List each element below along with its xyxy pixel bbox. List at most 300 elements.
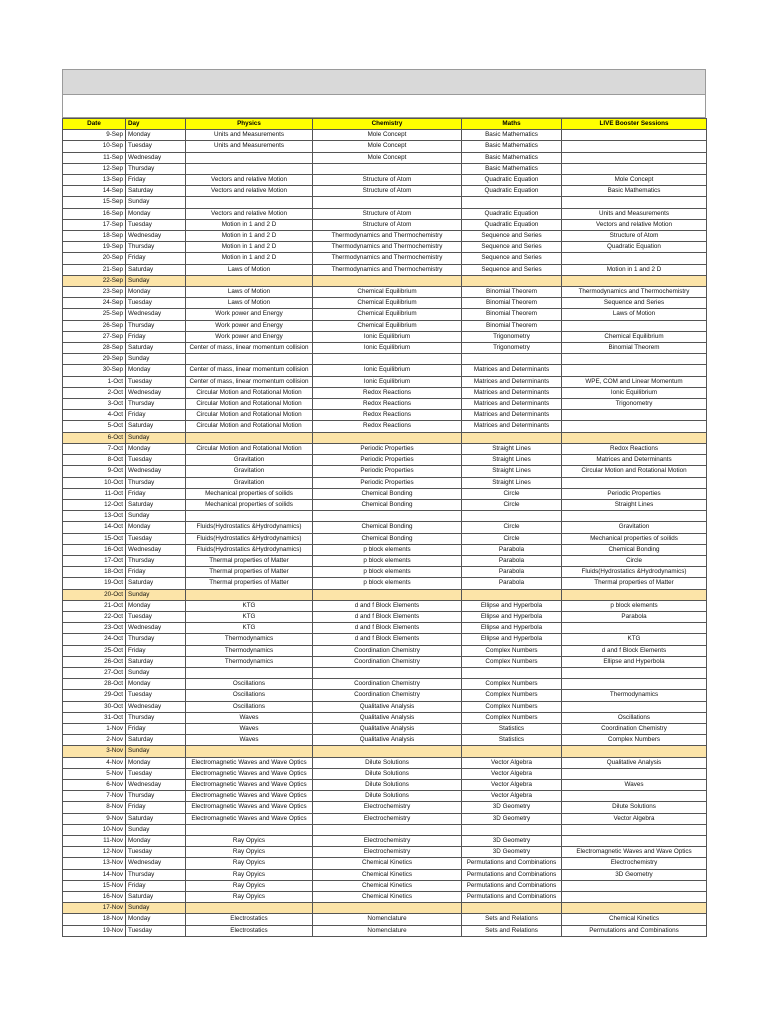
cell-day[interactable]: Friday <box>126 488 186 499</box>
cell-date[interactable]: 10-Oct <box>63 477 126 488</box>
cell-physics[interactable]: Motion in 1 and 2 D <box>186 231 313 242</box>
cell-date[interactable]: 24-Sep <box>63 298 126 309</box>
cell-physics[interactable]: KTG <box>186 623 313 634</box>
cell-chemistry[interactable]: Mole Concept <box>313 130 462 141</box>
cell-live-booster[interactable]: d and f Block Elements <box>562 645 707 656</box>
cell-physics[interactable]: Ray Opyics <box>186 892 313 903</box>
cell-day[interactable]: Friday <box>126 880 186 891</box>
cell-day[interactable]: Thursday <box>126 791 186 802</box>
cell-date[interactable]: 13-Nov <box>63 858 126 869</box>
cell-physics[interactable]: Laws of Motion <box>186 287 313 298</box>
cell-live-booster[interactable] <box>562 667 707 678</box>
cell-physics[interactable] <box>186 163 313 174</box>
cell-chemistry[interactable]: Dilute Solutions <box>313 768 462 779</box>
cell-maths[interactable]: Trigonometry <box>462 331 562 342</box>
cell-date[interactable]: 7-Nov <box>63 791 126 802</box>
cell-maths[interactable]: Parabola <box>462 544 562 555</box>
cell-chemistry[interactable]: Chemical Bonding <box>313 522 462 533</box>
cell-live-booster[interactable] <box>562 903 707 914</box>
cell-date[interactable]: 8-Oct <box>63 455 126 466</box>
cell-chemistry[interactable]: Chemical Equilibrium <box>313 298 462 309</box>
cell-maths[interactable]: 3D Geometry <box>462 847 562 858</box>
cell-physics[interactable]: Gravitation <box>186 466 313 477</box>
cell-maths[interactable]: Matrices and Determinants <box>462 365 562 376</box>
cell-date[interactable]: 26-Oct <box>63 656 126 667</box>
cell-date[interactable]: 15-Sep <box>63 197 126 208</box>
cell-live-booster[interactable]: Mechanical properties of soilids <box>562 533 707 544</box>
cell-day[interactable]: Tuesday <box>126 847 186 858</box>
cell-physics[interactable]: Vectors and relative Motion <box>186 175 313 186</box>
cell-physics[interactable]: Fluids(Hydrostatics &Hydrodynamics) <box>186 533 313 544</box>
cell-date[interactable]: 29-Oct <box>63 690 126 701</box>
cell-day[interactable]: Sunday <box>126 667 186 678</box>
cell-live-booster[interactable] <box>562 410 707 421</box>
cell-chemistry[interactable]: Ionic Equilibrium <box>313 343 462 354</box>
cell-physics[interactable] <box>186 152 313 163</box>
cell-maths[interactable]: Sequence and Series <box>462 253 562 264</box>
cell-maths[interactable]: Binomial Theorem <box>462 298 562 309</box>
cell-date[interactable]: 28-Oct <box>63 679 126 690</box>
cell-chemistry[interactable]: p block elements <box>313 578 462 589</box>
cell-date[interactable]: 2-Nov <box>63 735 126 746</box>
cell-date[interactable]: 9-Oct <box>63 466 126 477</box>
cell-chemistry[interactable]: Chemical Bonding <box>313 533 462 544</box>
header-live-booster[interactable]: LIVE Booster Sessions <box>562 119 707 130</box>
cell-day[interactable]: Monday <box>126 208 186 219</box>
cell-physics[interactable]: Circular Motion and Rotational Motion <box>186 443 313 454</box>
cell-date[interactable]: 23-Oct <box>63 623 126 634</box>
cell-live-booster[interactable] <box>562 701 707 712</box>
cell-day[interactable]: Wednesday <box>126 858 186 869</box>
cell-physics[interactable]: Oscillations <box>186 679 313 690</box>
cell-live-booster[interactable]: Basic Mathematics <box>562 186 707 197</box>
cell-date[interactable]: 14-Oct <box>63 522 126 533</box>
cell-physics[interactable] <box>186 275 313 286</box>
header-chemistry[interactable]: Chemistry <box>313 119 462 130</box>
cell-date[interactable]: 20-Sep <box>63 253 126 264</box>
cell-physics[interactable]: Laws of Motion <box>186 298 313 309</box>
cell-maths[interactable]: Binomial Theorem <box>462 287 562 298</box>
cell-chemistry[interactable]: Qualitative Analysis <box>313 701 462 712</box>
cell-day[interactable]: Friday <box>126 331 186 342</box>
cell-chemistry[interactable]: Dilute Solutions <box>313 791 462 802</box>
cell-day[interactable]: Tuesday <box>126 219 186 230</box>
cell-maths[interactable]: Permutations and Combinations <box>462 892 562 903</box>
cell-live-booster[interactable]: Oscillations <box>562 712 707 723</box>
cell-date[interactable]: 20-Oct <box>63 589 126 600</box>
cell-date[interactable]: 16-Sep <box>63 208 126 219</box>
cell-chemistry[interactable]: Chemical Kinetics <box>313 892 462 903</box>
cell-physics[interactable]: Electromagnetic Waves and Wave Optics <box>186 757 313 768</box>
cell-day[interactable]: Monday <box>126 287 186 298</box>
cell-day[interactable]: Wednesday <box>126 152 186 163</box>
cell-live-booster[interactable]: Chemical Kinetics <box>562 914 707 925</box>
cell-live-booster[interactable]: Vectors and relative Motion <box>562 219 707 230</box>
cell-date[interactable]: 1-Nov <box>63 723 126 734</box>
cell-maths[interactable]: Vector Algebra <box>462 768 562 779</box>
header-physics[interactable]: Physics <box>186 119 313 130</box>
cell-day[interactable]: Wednesday <box>126 544 186 555</box>
cell-physics[interactable]: KTG <box>186 600 313 611</box>
cell-date[interactable]: 1-Oct <box>63 376 126 387</box>
cell-date[interactable]: 13-Sep <box>63 175 126 186</box>
cell-maths[interactable] <box>462 824 562 835</box>
cell-day[interactable]: Wednesday <box>126 466 186 477</box>
cell-physics[interactable]: KTG <box>186 611 313 622</box>
cell-date[interactable]: 22-Oct <box>63 611 126 622</box>
cell-day[interactable]: Monday <box>126 914 186 925</box>
cell-day[interactable]: Friday <box>126 645 186 656</box>
cell-live-booster[interactable] <box>562 746 707 757</box>
cell-chemistry[interactable]: Redox Reactions <box>313 387 462 398</box>
cell-date[interactable]: 26-Sep <box>63 320 126 331</box>
cell-maths[interactable]: 3D Geometry <box>462 836 562 847</box>
cell-live-booster[interactable] <box>562 354 707 365</box>
cell-chemistry[interactable]: d and f Block Elements <box>313 600 462 611</box>
cell-maths[interactable]: Matrices and Determinants <box>462 421 562 432</box>
cell-date[interactable]: 12-Sep <box>63 163 126 174</box>
cell-live-booster[interactable] <box>562 589 707 600</box>
cell-maths[interactable]: Complex Numbers <box>462 690 562 701</box>
cell-maths[interactable]: Quadratic Equation <box>462 208 562 219</box>
header-maths[interactable]: Maths <box>462 119 562 130</box>
cell-chemistry[interactable] <box>313 589 462 600</box>
cell-live-booster[interactable]: Redox Reactions <box>562 443 707 454</box>
cell-chemistry[interactable]: Structure of Atom <box>313 186 462 197</box>
cell-date[interactable]: 9-Nov <box>63 813 126 824</box>
cell-day[interactable]: Wednesday <box>126 309 186 320</box>
cell-physics[interactable]: Oscillations <box>186 701 313 712</box>
cell-live-booster[interactable] <box>562 511 707 522</box>
cell-live-booster[interactable]: p block elements <box>562 600 707 611</box>
cell-maths[interactable]: Sets and Relations <box>462 914 562 925</box>
cell-live-booster[interactable] <box>562 880 707 891</box>
cell-live-booster[interactable] <box>562 679 707 690</box>
cell-day[interactable]: Saturday <box>126 735 186 746</box>
cell-live-booster[interactable] <box>562 477 707 488</box>
cell-maths[interactable]: Parabola <box>462 555 562 566</box>
cell-live-booster[interactable]: Sequence and Series <box>562 298 707 309</box>
cell-physics[interactable]: Oscillations <box>186 690 313 701</box>
cell-live-booster[interactable] <box>562 836 707 847</box>
cell-maths[interactable] <box>462 746 562 757</box>
cell-day[interactable]: Tuesday <box>126 925 186 936</box>
cell-chemistry[interactable]: Redox Reactions <box>313 410 462 421</box>
cell-physics[interactable]: Electromagnetic Waves and Wave Optics <box>186 791 313 802</box>
cell-chemistry[interactable]: Periodic Properties <box>313 443 462 454</box>
cell-day[interactable]: Wednesday <box>126 623 186 634</box>
cell-maths[interactable] <box>462 511 562 522</box>
cell-live-booster[interactable]: Ionic Equilibrium <box>562 387 707 398</box>
cell-chemistry[interactable]: Electrochemistry <box>313 813 462 824</box>
cell-physics[interactable]: Center of mass, linear momentum collision <box>186 343 313 354</box>
cell-maths[interactable]: Straight Lines <box>462 443 562 454</box>
cell-chemistry[interactable]: Periodic Properties <box>313 455 462 466</box>
cell-live-booster[interactable]: Binomial Theorem <box>562 343 707 354</box>
cell-day[interactable]: Tuesday <box>126 533 186 544</box>
cell-day[interactable]: Thursday <box>126 634 186 645</box>
cell-maths[interactable]: Vector Algebra <box>462 757 562 768</box>
cell-day[interactable]: Tuesday <box>126 455 186 466</box>
cell-chemistry[interactable]: Redox Reactions <box>313 421 462 432</box>
cell-maths[interactable] <box>462 197 562 208</box>
cell-date[interactable]: 14-Nov <box>63 869 126 880</box>
cell-maths[interactable]: Ellipse and Hyperbola <box>462 600 562 611</box>
cell-day[interactable]: Monday <box>126 600 186 611</box>
cell-live-booster[interactable]: Periodic Properties <box>562 488 707 499</box>
cell-live-booster[interactable]: Quadratic Equation <box>562 242 707 253</box>
cell-maths[interactable]: Matrices and Determinants <box>462 376 562 387</box>
cell-chemistry[interactable]: Chemical Kinetics <box>313 869 462 880</box>
cell-physics[interactable]: Mechanical properties of soilids <box>186 499 313 510</box>
cell-physics[interactable]: Thermal properties of Matter <box>186 555 313 566</box>
cell-physics[interactable]: Work power and Energy <box>186 309 313 320</box>
cell-maths[interactable]: Basic Mathematics <box>462 163 562 174</box>
cell-date[interactable]: 14-Sep <box>63 186 126 197</box>
cell-maths[interactable] <box>462 667 562 678</box>
cell-day[interactable]: Sunday <box>126 275 186 286</box>
cell-live-booster[interactable]: Gravitation <box>562 522 707 533</box>
cell-maths[interactable]: 3D Geometry <box>462 802 562 813</box>
cell-day[interactable]: Tuesday <box>126 141 186 152</box>
cell-physics[interactable]: Electromagnetic Waves and Wave Optics <box>186 779 313 790</box>
cell-day[interactable]: Thursday <box>126 555 186 566</box>
cell-maths[interactable]: Straight Lines <box>462 466 562 477</box>
cell-date[interactable]: 12-Nov <box>63 847 126 858</box>
cell-live-booster[interactable]: Coordination Chemistry <box>562 723 707 734</box>
cell-day[interactable]: Saturday <box>126 499 186 510</box>
cell-live-booster[interactable] <box>562 163 707 174</box>
cell-date[interactable]: 7-Oct <box>63 443 126 454</box>
cell-live-booster[interactable]: Circular Motion and Rotational Motion <box>562 466 707 477</box>
cell-maths[interactable]: Ellipse and Hyperbola <box>462 623 562 634</box>
cell-chemistry[interactable]: Mole Concept <box>313 152 462 163</box>
cell-maths[interactable]: Permutations and Combinations <box>462 869 562 880</box>
cell-chemistry[interactable] <box>313 197 462 208</box>
cell-physics[interactable]: Vectors and relative Motion <box>186 208 313 219</box>
cell-day[interactable]: Sunday <box>126 824 186 835</box>
cell-physics[interactable]: Electromagnetic Waves and Wave Optics <box>186 813 313 824</box>
cell-live-booster[interactable] <box>562 791 707 802</box>
cell-date[interactable]: 9-Sep <box>63 130 126 141</box>
cell-physics[interactable]: Units and Measurements <box>186 141 313 152</box>
cell-live-booster[interactable]: Thermodynamics <box>562 690 707 701</box>
cell-day[interactable]: Wednesday <box>126 701 186 712</box>
cell-live-booster[interactable] <box>562 197 707 208</box>
cell-chemistry[interactable]: d and f Block Elements <box>313 634 462 645</box>
cell-date[interactable]: 29-Sep <box>63 354 126 365</box>
cell-chemistry[interactable]: Electrochemistry <box>313 836 462 847</box>
cell-physics[interactable] <box>186 667 313 678</box>
cell-maths[interactable]: Basic Mathematics <box>462 130 562 141</box>
cell-physics[interactable]: Electrostatics <box>186 925 313 936</box>
cell-day[interactable]: Friday <box>126 253 186 264</box>
cell-physics[interactable] <box>186 432 313 443</box>
cell-date[interactable]: 31-Oct <box>63 712 126 723</box>
cell-day[interactable]: Friday <box>126 410 186 421</box>
cell-chemistry[interactable]: p block elements <box>313 544 462 555</box>
cell-maths[interactable]: Quadratic Equation <box>462 175 562 186</box>
cell-chemistry[interactable]: Qualitative Analysis <box>313 723 462 734</box>
cell-physics[interactable]: Fluids(Hydrostatics &Hydrodynamics) <box>186 544 313 555</box>
cell-day[interactable]: Sunday <box>126 903 186 914</box>
cell-day[interactable]: Saturday <box>126 421 186 432</box>
cell-day[interactable]: Thursday <box>126 163 186 174</box>
cell-maths[interactable]: Vector Algebra <box>462 779 562 790</box>
cell-chemistry[interactable]: Dilute Solutions <box>313 779 462 790</box>
cell-live-booster[interactable]: Permutations and Combinations <box>562 925 707 936</box>
cell-day[interactable]: Sunday <box>126 432 186 443</box>
cell-day[interactable]: Monday <box>126 836 186 847</box>
cell-physics[interactable]: Thermodynamics <box>186 634 313 645</box>
cell-live-booster[interactable]: 3D Geometry <box>562 869 707 880</box>
cell-maths[interactable]: Parabola <box>462 578 562 589</box>
cell-chemistry[interactable]: Thermodynamics and Thermochemistry <box>313 264 462 275</box>
cell-maths[interactable] <box>462 432 562 443</box>
cell-date[interactable]: 3-Oct <box>63 399 126 410</box>
cell-live-booster[interactable]: Structure of Atom <box>562 231 707 242</box>
cell-physics[interactable]: Waves <box>186 712 313 723</box>
cell-day[interactable]: Friday <box>126 802 186 813</box>
cell-maths[interactable]: Quadratic Equation <box>462 186 562 197</box>
cell-chemistry[interactable] <box>313 432 462 443</box>
cell-chemistry[interactable]: Chemical Equilibrium <box>313 320 462 331</box>
cell-chemistry[interactable]: Thermodynamics and Thermochemistry <box>313 231 462 242</box>
cell-day[interactable]: Sunday <box>126 511 186 522</box>
cell-live-booster[interactable] <box>562 432 707 443</box>
cell-chemistry[interactable]: Periodic Properties <box>313 466 462 477</box>
cell-day[interactable]: Monday <box>126 522 186 533</box>
cell-live-booster[interactable] <box>562 623 707 634</box>
cell-live-booster[interactable]: KTG <box>562 634 707 645</box>
cell-date[interactable]: 18-Oct <box>63 567 126 578</box>
cell-physics[interactable]: Waves <box>186 723 313 734</box>
cell-date[interactable]: 12-Oct <box>63 499 126 510</box>
cell-chemistry[interactable]: Structure of Atom <box>313 175 462 186</box>
cell-live-booster[interactable] <box>562 421 707 432</box>
cell-physics[interactable]: Thermal properties of Matter <box>186 578 313 589</box>
cell-day[interactable]: Tuesday <box>126 768 186 779</box>
cell-maths[interactable] <box>462 275 562 286</box>
cell-day[interactable]: Sunday <box>126 197 186 208</box>
cell-live-booster[interactable]: Complex Numbers <box>562 735 707 746</box>
cell-day[interactable]: Wednesday <box>126 387 186 398</box>
cell-maths[interactable]: Ellipse and Hyperbola <box>462 634 562 645</box>
cell-day[interactable]: Thursday <box>126 477 186 488</box>
cell-day[interactable]: Sunday <box>126 354 186 365</box>
cell-chemistry[interactable]: Redox Reactions <box>313 399 462 410</box>
cell-date[interactable]: 25-Oct <box>63 645 126 656</box>
cell-date[interactable]: 17-Sep <box>63 219 126 230</box>
cell-date[interactable]: 4-Nov <box>63 757 126 768</box>
cell-chemistry[interactable]: Qualitative Analysis <box>313 735 462 746</box>
cell-chemistry[interactable]: Chemical Kinetics <box>313 880 462 891</box>
cell-maths[interactable]: Ellipse and Hyperbola <box>462 611 562 622</box>
cell-chemistry[interactable]: Chemical Bonding <box>313 488 462 499</box>
cell-date[interactable]: 21-Sep <box>63 264 126 275</box>
cell-chemistry[interactable] <box>313 163 462 174</box>
cell-date[interactable]: 6-Oct <box>63 432 126 443</box>
cell-maths[interactable]: Complex Numbers <box>462 645 562 656</box>
cell-live-booster[interactable]: Parabola <box>562 611 707 622</box>
cell-chemistry[interactable]: Structure of Atom <box>313 219 462 230</box>
cell-chemistry[interactable]: Coordination Chemistry <box>313 656 462 667</box>
cell-chemistry[interactable] <box>313 903 462 914</box>
cell-live-booster[interactable]: Mole Concept <box>562 175 707 186</box>
cell-day[interactable]: Tuesday <box>126 690 186 701</box>
cell-live-booster[interactable]: Qualitative Analysis <box>562 757 707 768</box>
cell-live-booster[interactable] <box>562 892 707 903</box>
cell-physics[interactable]: Circular Motion and Rotational Motion <box>186 387 313 398</box>
cell-day[interactable]: Thursday <box>126 712 186 723</box>
cell-maths[interactable]: Sets and Relations <box>462 925 562 936</box>
cell-chemistry[interactable]: Thermodynamics and Thermochemistry <box>313 242 462 253</box>
cell-live-booster[interactable] <box>562 152 707 163</box>
cell-date[interactable]: 22-Sep <box>63 275 126 286</box>
cell-chemistry[interactable]: Electrochemistry <box>313 847 462 858</box>
header-date[interactable]: Date <box>63 119 126 130</box>
cell-live-booster[interactable]: Chemical Equilibrium <box>562 331 707 342</box>
cell-maths[interactable]: Basic Mathematics <box>462 141 562 152</box>
cell-maths[interactable]: Complex Numbers <box>462 701 562 712</box>
cell-maths[interactable]: Straight Lines <box>462 455 562 466</box>
cell-chemistry[interactable]: Dilute Solutions <box>313 757 462 768</box>
cell-date[interactable]: 18-Sep <box>63 231 126 242</box>
cell-physics[interactable] <box>186 746 313 757</box>
cell-day[interactable]: Saturday <box>126 343 186 354</box>
cell-date[interactable]: 4-Oct <box>63 410 126 421</box>
cell-live-booster[interactable] <box>562 320 707 331</box>
cell-maths[interactable]: Statistics <box>462 723 562 734</box>
cell-maths[interactable]: Basic Mathematics <box>462 152 562 163</box>
cell-physics[interactable]: Motion in 1 and 2 D <box>186 253 313 264</box>
cell-maths[interactable] <box>462 903 562 914</box>
cell-physics[interactable] <box>186 354 313 365</box>
cell-date[interactable]: 11-Sep <box>63 152 126 163</box>
cell-chemistry[interactable]: Coordination Chemistry <box>313 679 462 690</box>
cell-physics[interactable] <box>186 824 313 835</box>
cell-live-booster[interactable]: Electromagnetic Waves and Wave Optics <box>562 847 707 858</box>
cell-date[interactable]: 15-Oct <box>63 533 126 544</box>
cell-live-booster[interactable] <box>562 365 707 376</box>
cell-chemistry[interactable]: Chemical Kinetics <box>313 858 462 869</box>
cell-maths[interactable]: Circle <box>462 488 562 499</box>
cell-chemistry[interactable] <box>313 667 462 678</box>
cell-maths[interactable]: Vector Algebra <box>462 791 562 802</box>
cell-day[interactable]: Saturday <box>126 656 186 667</box>
cell-day[interactable]: Wednesday <box>126 779 186 790</box>
cell-day[interactable]: Monday <box>126 757 186 768</box>
cell-live-booster[interactable] <box>562 768 707 779</box>
cell-chemistry[interactable]: Ionic Equilibrium <box>313 365 462 376</box>
cell-maths[interactable]: Sequence and Series <box>462 231 562 242</box>
cell-live-booster[interactable]: Thermal properties of Matter <box>562 578 707 589</box>
cell-chemistry[interactable]: d and f Block Elements <box>313 623 462 634</box>
cell-chemistry[interactable]: Ionic Equilibrium <box>313 331 462 342</box>
cell-chemistry[interactable]: Thermodynamics and Thermochemistry <box>313 253 462 264</box>
cell-date[interactable]: 30-Oct <box>63 701 126 712</box>
cell-maths[interactable]: Circle <box>462 533 562 544</box>
cell-chemistry[interactable]: Qualitative Analysis <box>313 712 462 723</box>
cell-physics[interactable]: Ray Opyics <box>186 869 313 880</box>
cell-date[interactable]: 23-Sep <box>63 287 126 298</box>
cell-maths[interactable]: Sequence and Series <box>462 264 562 275</box>
cell-maths[interactable]: Circle <box>462 499 562 510</box>
cell-chemistry[interactable]: Chemical Equilibrium <box>313 309 462 320</box>
cell-date[interactable]: 19-Oct <box>63 578 126 589</box>
cell-day[interactable]: Sunday <box>126 589 186 600</box>
cell-maths[interactable]: Trigonometry <box>462 343 562 354</box>
